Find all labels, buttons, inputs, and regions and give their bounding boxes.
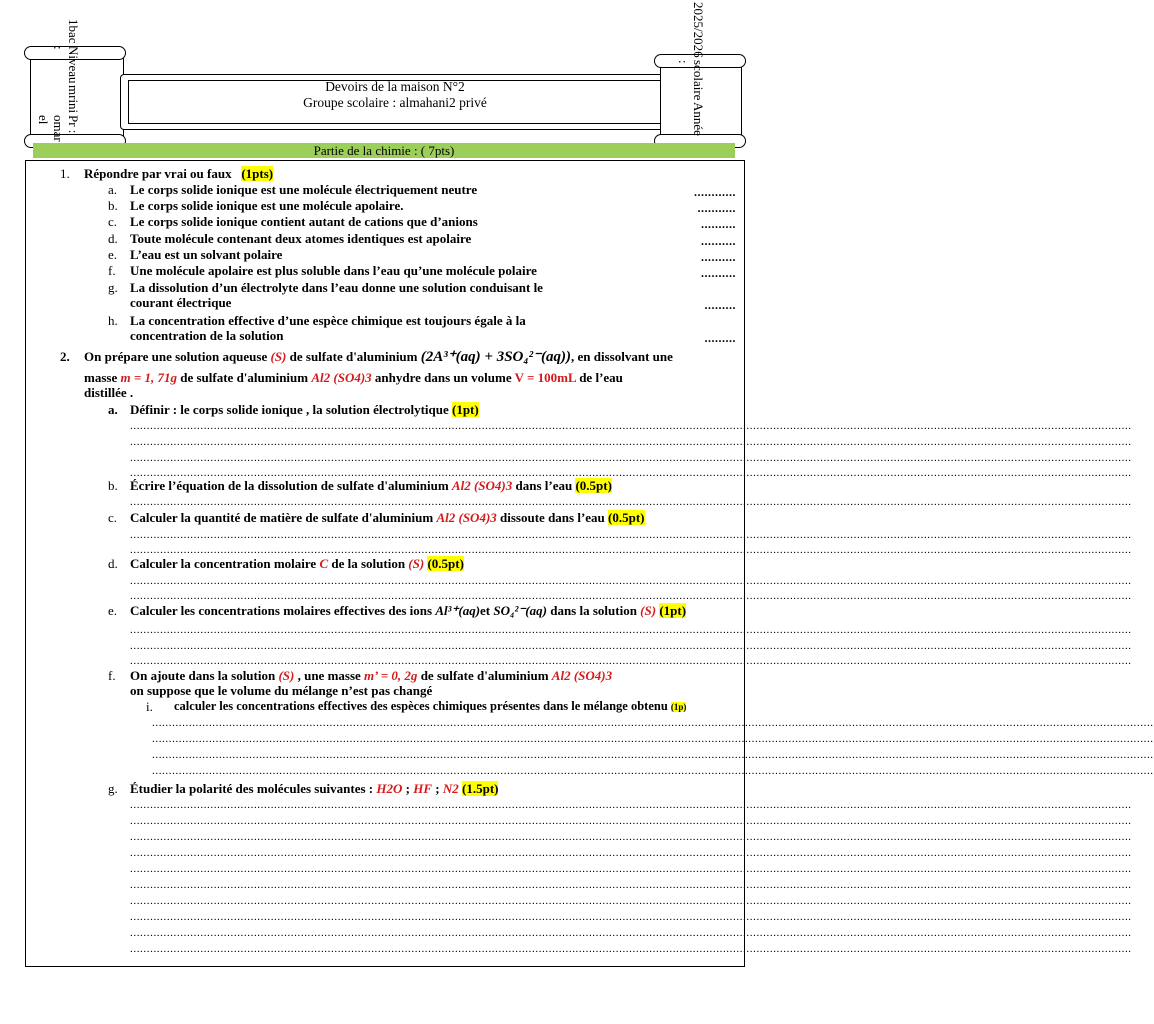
teacher-name-2: mrini	[66, 85, 81, 114]
q2-intro-line3: distillée .	[84, 385, 134, 400]
answer-line[interactable]: ...........................................................................................................................................................................................................................................................................................................	[130, 815, 1132, 827]
answer-line[interactable]: ...........................................................................................................................................................................................................................................................................................................	[130, 895, 1132, 907]
year-label-2: scolaire :	[676, 59, 706, 101]
answer-line[interactable]: ...........................................................................................................................................................................................................................................................................................................	[130, 544, 1132, 556]
answer-line[interactable]: ...........................................................................................................................................................................................................................................................................................................	[130, 847, 1132, 859]
school-name: Groupe scolaire : almahani2 privé	[303, 95, 487, 110]
q1-item-text-line2: courant électrique	[130, 295, 232, 310]
q2e-letter: e.	[108, 603, 118, 618]
q1-item-text: Le corps solide ionique contient autant de cations que d’anions	[130, 214, 478, 229]
q1-item-text: Le corps solide ionique est une molécule apolaire.	[130, 198, 404, 213]
q2f-line2: on suppose que le volume du mélange n’est pas changé	[130, 683, 433, 698]
answer-line[interactable]: ...........................................................................................................................................................................................................................................................................................................	[130, 640, 1132, 652]
q2c-letter: c.	[108, 510, 118, 525]
q2f-text: On ajoute dans la solution (S) , une masse m’ = 0, 2g de sulfate d'aluminium Al2 (SO4)3	[130, 668, 613, 683]
q1-item-letter: g.	[108, 280, 118, 295]
q2b-text: Écrire l’équation de la dissolution de sulfate d'aluminium Al2 (SO4)3 dans l’eau (0.5pt)	[130, 478, 612, 493]
q2d-text: Calculer la concentration molaire C de la solution (S) (0.5pt)	[130, 556, 464, 571]
q1-item-answer-dots[interactable]: ..........	[701, 266, 736, 280]
q2e-text: Calculer les concentrations molaires effectives des ions Al³⁺(aq)et SO₄²⁻(aq) dans la solution (S) (1pt)	[130, 603, 687, 618]
q2b-letter: b.	[108, 478, 118, 493]
year-value: 2025/2026	[691, 2, 706, 58]
q1-item-answer-dots[interactable]: ..........	[701, 217, 736, 231]
q1-item-letter: d.	[108, 231, 118, 246]
q1-item-answer-dots[interactable]: ............	[694, 185, 736, 199]
q2g-letter: g.	[108, 781, 118, 796]
q1-item-text: La concentration effective d’une espèce chimique est toujours égale à la	[130, 313, 526, 328]
q1-item-answer-dots[interactable]: ..........	[701, 234, 736, 248]
q1-item-text: La dissolution d’un électrolyte dans l’eau donne une solution conduisant le	[130, 280, 543, 295]
answer-line[interactable]: ...........................................................................................................................................................................................................................................................................................................	[130, 420, 1132, 432]
answer-line[interactable]: ...........................................................................................................................................................................................................................................................................................................	[130, 496, 1132, 508]
q2a-text: Définir : le corps solide ionique , la solution électrolytique (1pt)	[130, 402, 479, 417]
answer-line[interactable]: ...........................................................................................................................................................................................................................................................................................................	[130, 436, 1132, 448]
left-scroll-text	[36, 19, 81, 142]
document-title: Devoirs de la maison N°2	[325, 79, 465, 94]
q2f-letter: f.	[108, 668, 116, 683]
q2-intro-line1: On prépare une solution aqueuse (S) de sulfate d'aluminium (2A³⁺(aq) + 3SO₄²⁻(aq)), en dissolvant une	[84, 349, 673, 365]
q1-item-text: L’eau est un solvant polaire	[130, 247, 283, 262]
year-label: Année	[691, 102, 706, 136]
level-value: 1bac	[66, 19, 81, 44]
q1-item-answer-dots[interactable]: .........	[704, 331, 736, 345]
q1-number: 1.	[60, 166, 70, 181]
q2a-letter: a.	[108, 402, 118, 417]
q1-title: Répondre par vrai ou faux (1pts)	[84, 166, 274, 181]
answer-line[interactable]: ...........................................................................................................................................................................................................................................................................................................	[130, 799, 1132, 811]
answer-line[interactable]: ...........................................................................................................................................................................................................................................................................................................	[130, 655, 1132, 667]
q1-item-answer-dots[interactable]: .........	[704, 298, 736, 312]
q1-item-letter: c.	[108, 214, 118, 229]
q2fi-text: calculer les concentrations effectives des espèces chimiques présentes dans le mélange obtenu (1p)	[174, 699, 687, 713]
q1-points: (1pts)	[241, 166, 274, 181]
q2fi-letter: i.	[146, 699, 153, 714]
q1-item-answer-dots[interactable]: ...........	[697, 201, 736, 215]
teacher-name: Pr : omar el	[36, 115, 81, 142]
answer-line[interactable]: ...........................................................................................................................................................................................................................................................................................................	[130, 575, 1132, 587]
q1-item-text: Le corps solide ionique est une molécule électriquement neutre	[130, 182, 478, 197]
q1-item-text: Toute molécule contenant deux atomes identiques est apolaire	[130, 231, 472, 246]
q2c-text: Calculer la quantité de matière de sulfate d'aluminium Al2 (SO4)3 dissoute dans l’eau (0.5pt)	[130, 510, 645, 525]
answer-line[interactable]: ...........................................................................................................................................................................................................................................................................................................	[130, 590, 1132, 602]
answer-line[interactable]: ...........................................................................................................................................................................................................................................................................................................	[130, 452, 1132, 464]
answer-line[interactable]: ...........................................................................................................................................................................................................................................................................................................	[130, 943, 1132, 955]
q1-item-letter: a.	[108, 182, 118, 197]
q2g-text: Étudier la polarité des molécules suivantes : H2O ; HF ; N2 (1.5pt)	[130, 781, 499, 796]
q2-intro-line2: masse m = 1, 71g de sulfate d'aluminium Al2 (SO4)3 anhydre dans un volume V = 100mL de l’eau	[84, 370, 623, 385]
answer-line[interactable]: ...........................................................................................................................................................................................................................................................................................................	[152, 749, 1154, 761]
q2d-letter: d.	[108, 556, 118, 571]
q1-item-answer-dots[interactable]: ..........	[701, 250, 736, 264]
answer-line[interactable]: ...........................................................................................................................................................................................................................................................................................................	[152, 717, 1154, 729]
q1-item-letter: h.	[108, 313, 118, 328]
q1-item-letter: e.	[108, 247, 118, 262]
section-title: Partie de la chimie : ( 7pts)	[313, 143, 455, 158]
answer-line[interactable]: ...........................................................................................................................................................................................................................................................................................................	[130, 927, 1132, 939]
q1-item-text-line2: concentration de la solution	[130, 328, 284, 343]
q2-ion-formula: (2A³⁺(aq) + 3SO₄²⁻(aq))	[420, 349, 572, 365]
answer-line[interactable]: ...........................................................................................................................................................................................................................................................................................................	[130, 624, 1132, 636]
answer-line[interactable]: ...........................................................................................................................................................................................................................................................................................................	[130, 879, 1132, 891]
answer-line[interactable]: ...........................................................................................................................................................................................................................................................................................................	[152, 733, 1154, 745]
level-label: Niveau :	[51, 45, 81, 84]
right-scroll-text	[676, 2, 706, 136]
answer-line[interactable]: ...........................................................................................................................................................................................................................................................................................................	[130, 467, 1132, 479]
answer-line[interactable]: ...........................................................................................................................................................................................................................................................................................................	[152, 765, 1154, 777]
q1-item-letter: b.	[108, 198, 118, 213]
section-bar	[33, 143, 735, 158]
answer-line[interactable]: ...........................................................................................................................................................................................................................................................................................................	[130, 863, 1132, 875]
q1-item-text: Une molécule apolaire est plus soluble dans l’eau qu’une molécule polaire	[130, 263, 537, 278]
q1-item-letter: f.	[108, 263, 116, 278]
answer-line[interactable]: ...........................................................................................................................................................................................................................................................................................................	[130, 911, 1132, 923]
answer-line[interactable]: ...........................................................................................................................................................................................................................................................................................................	[130, 831, 1132, 843]
answer-line[interactable]: ...........................................................................................................................................................................................................................................................................................................	[130, 529, 1132, 541]
q2-number: 2.	[60, 349, 70, 364]
